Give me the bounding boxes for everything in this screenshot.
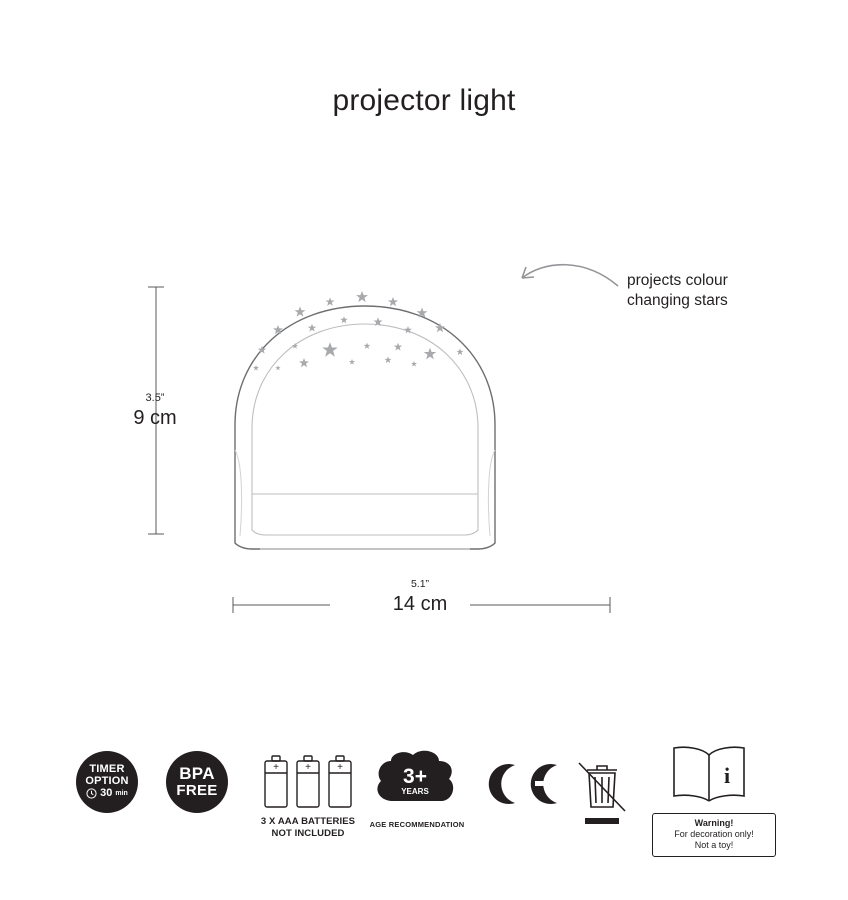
callout-line-1: projects colour — [627, 272, 728, 289]
warning-box — [652, 813, 776, 857]
age-years: YEARS — [401, 787, 429, 796]
age-number: 3+ — [403, 765, 427, 788]
bpa-circle — [166, 751, 228, 813]
instruction-manual-block — [652, 741, 766, 857]
warning-line-2: For decoration only! — [674, 829, 754, 839]
bpa-line-1: BPA — [179, 764, 215, 784]
timer-badge — [76, 751, 138, 813]
aaa-batteries-icon — [260, 751, 356, 811]
warning-line-1: Warning! — [694, 818, 734, 828]
bpa-free-badge — [166, 751, 228, 813]
width-inches: 5.1” — [410, 578, 430, 590]
callout-line-2: changing stars — [627, 292, 728, 309]
age-cloud-icon — [371, 749, 463, 815]
callout-text — [627, 271, 827, 311]
curved-arrow-icon — [522, 265, 618, 286]
timer-minutes: 30 — [100, 787, 113, 800]
info-letter: i — [723, 763, 731, 788]
svg-text:+: + — [305, 762, 311, 773]
batteries-icon — [250, 751, 366, 839]
ce-glyph — [485, 761, 561, 807]
timer-unit: min — [115, 790, 128, 798]
page-title: projector light — [332, 84, 516, 117]
height-dimension-label — [118, 392, 192, 430]
timer-line-1: TIMER — [89, 763, 125, 776]
height-cm: 9 cm — [133, 407, 177, 429]
timer-circle — [76, 751, 138, 813]
clock-icon — [86, 788, 97, 799]
stars-icon — [253, 291, 464, 371]
height-inches: 3.5” — [145, 392, 165, 404]
instruction-manual-icon — [664, 741, 754, 807]
weee-crossed-bin-icon — [573, 755, 635, 836]
projector-light-body — [235, 306, 495, 549]
age-recommendation-badge — [362, 749, 472, 829]
icon-strip — [0, 735, 848, 875]
ce-mark-icon — [485, 761, 561, 812]
bpa-line-2: FREE — [176, 782, 218, 800]
age-caption: AGE RECOMMENDATION — [369, 820, 465, 829]
width-dimension-label — [330, 578, 510, 616]
batteries-caption — [250, 816, 366, 839]
batteries-caption-line-1: 3 X AAA BATTERIES — [260, 816, 356, 827]
timer-line-2: OPTION — [85, 774, 129, 787]
svg-text:+: + — [337, 762, 343, 773]
crossed-bin-glyph — [573, 755, 635, 831]
svg-text:+: + — [273, 762, 279, 773]
batteries-caption-line-2: NOT INCLUDED — [271, 827, 345, 839]
width-cm: 14 cm — [392, 593, 448, 615]
warning-line-3: Not a toy! — [694, 840, 734, 850]
